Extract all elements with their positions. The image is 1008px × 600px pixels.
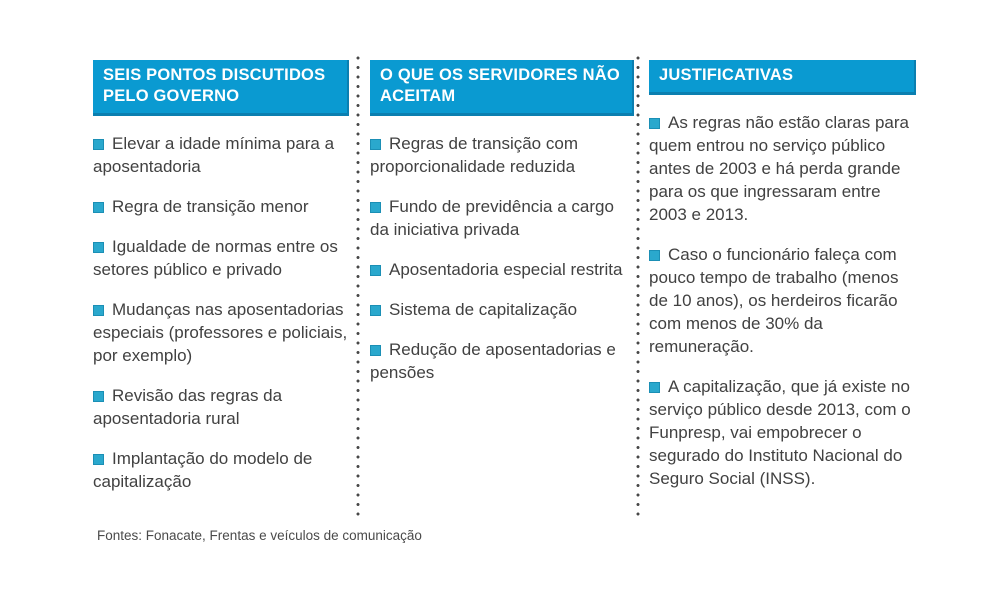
list-item [93, 235, 349, 281]
column-header-label: O QUE OS SERVIDORES NÃO ACEITAM [380, 66, 620, 105]
item-list [649, 111, 916, 490]
list-item [370, 338, 634, 384]
list-item-text: Implantação do modelo de capitalização [93, 449, 313, 491]
column-servers-rejections [370, 60, 634, 401]
list-item-text: Regra de transição menor [112, 197, 309, 216]
list-item-text: Regras de transição com proporcionalidade reduzida [370, 134, 578, 176]
list-item [370, 298, 634, 321]
list-item-text: Revisão das regras da aposentadoria rural [93, 386, 283, 428]
list-item [93, 298, 349, 367]
bullet-square-icon [370, 305, 381, 316]
list-item [649, 375, 916, 490]
list-item-text: Elevar a idade mínima para a aposentadoria [93, 134, 335, 176]
bullet-square-icon [370, 265, 381, 276]
bullet-square-icon [93, 202, 104, 213]
bullet-square-icon [370, 202, 381, 213]
dotted-divider [356, 56, 360, 520]
item-list [370, 132, 634, 384]
column-header [93, 60, 349, 116]
list-item [370, 258, 634, 281]
column-government-points [93, 60, 349, 510]
list-item [649, 243, 916, 358]
column-header-label: SEIS PONTOS DISCUTIDOS PELO GOVERNO [103, 66, 326, 105]
list-item [370, 195, 634, 241]
list-item-text: Mudanças nas aposentadorias especiais (professores e policiais, por exemplo) [93, 300, 348, 365]
list-item-text: Aposentadoria especial restrita [389, 260, 623, 279]
column-header-label: JUSTIFICATIVAS [659, 66, 794, 84]
bullet-square-icon [649, 382, 660, 393]
column-justifications [649, 60, 916, 507]
bullet-square-icon [649, 250, 660, 261]
bullet-square-icon [93, 454, 104, 465]
bullet-square-icon [93, 305, 104, 316]
column-header [370, 60, 634, 116]
bullet-square-icon [93, 391, 104, 402]
bullet-square-icon [370, 345, 381, 356]
list-item [93, 447, 349, 493]
column-header [649, 60, 916, 95]
list-item [649, 111, 916, 226]
list-item [93, 132, 349, 178]
list-item-text: Redução de aposentadorias e pensões [370, 340, 616, 382]
bullet-square-icon [93, 242, 104, 253]
sources-note: Fontes: Fonacate, Frentas e veículos de comunicação [97, 528, 422, 543]
list-item-text: A capitalização, que já existe no serviço público desde 2013, com o Funpresp, vai empobrecer o segurado do Instituto Nacional do Seguro Social (INSS). [649, 377, 911, 488]
bullet-square-icon [649, 118, 660, 129]
list-item [370, 132, 634, 178]
list-item [93, 195, 349, 218]
bullet-square-icon [370, 139, 381, 150]
list-item-text: As regras não estão claras para quem entrou no serviço público antes de 2003 e há perda grande para os que ingressaram entre 2003 e 2013. [649, 113, 909, 224]
list-item-text: Igualdade de normas entre os setores público e privado [93, 237, 338, 279]
list-item [93, 384, 349, 430]
item-list [93, 132, 349, 493]
list-item-text: Caso o funcionário faleça com pouco tempo de trabalho (menos de 10 anos), os herdeiros ficarão com menos de 30% da remuneração. [649, 245, 899, 356]
list-item-text: Fundo de previdência a cargo da iniciativa privada [370, 197, 614, 239]
list-item-text: Sistema de capitalização [389, 300, 578, 319]
bullet-square-icon [93, 139, 104, 150]
dotted-divider [636, 56, 640, 520]
